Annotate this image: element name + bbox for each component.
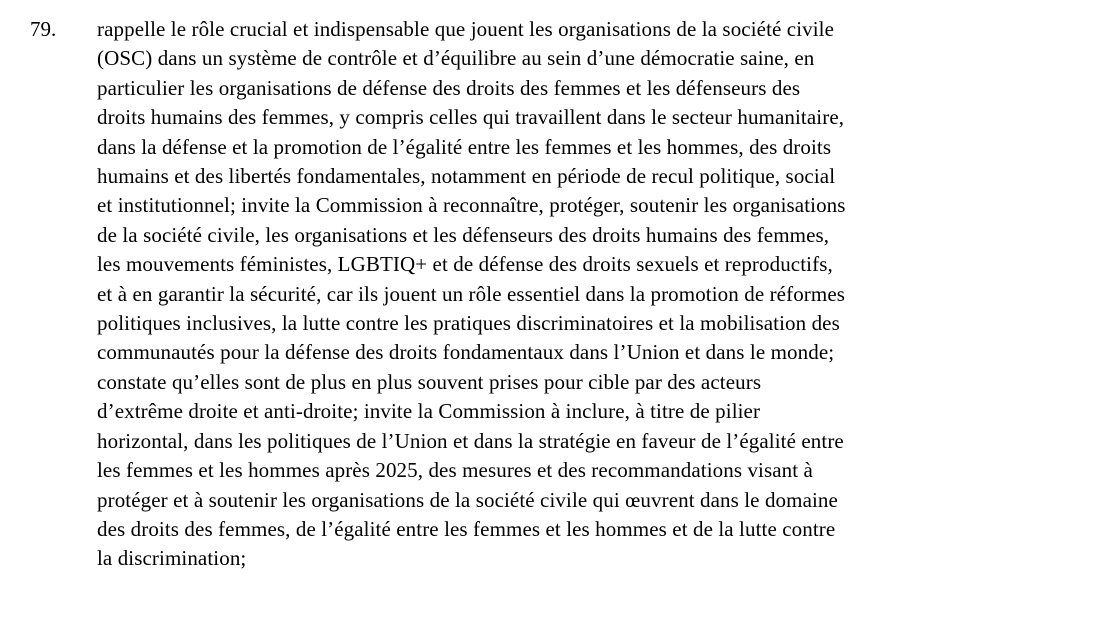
text-line: des droits des femmes, de l’égalité entre les femmes et les hommes et de la lutte contre <box>97 516 836 541</box>
text-line: droits humains des femmes, y compris celles qui travaillent dans le secteur humanitaire, <box>97 105 845 130</box>
text-line: humains et des libertés fondamentales, notamment en période de recul politique, social <box>97 164 836 189</box>
text-line: et institutionnel; invite la Commission à reconnaître, protéger, soutenir les organisations <box>97 193 846 218</box>
text-line: horizontal, dans les politiques de l’Union et dans la stratégie en faveur de l’égalité entre <box>97 428 844 453</box>
text-line: la discrimination; <box>97 546 247 571</box>
paragraph-number: 79. <box>30 17 57 41</box>
text-line: dans la défense et la promotion de l’égalité entre les femmes et les hommes, des droits <box>97 134 832 159</box>
text-line: rappelle le rôle crucial et indispensable que jouent les organisations de la société civile <box>97 17 835 41</box>
text-line: constate qu’elles sont de plus en plus souvent prises pour cible par des acteurs <box>97 369 762 394</box>
text-line: politiques inclusives, la lutte contre les pratiques discriminatoires et la mobilisation des <box>97 311 840 336</box>
text-line: de la société civile, les organisations et les défenseurs des droits humains des femmes, <box>97 222 830 247</box>
resolution-paragraph <box>0 15 1106 574</box>
paragraph-text <box>97 15 1106 574</box>
text-line: d’extrême droite et anti-droite; invite la Commission à inclure, à titre de pilier <box>97 399 761 424</box>
text-line: particulier les organisations de défense des droits des femmes et les défenseurs des <box>97 75 801 100</box>
text-line: les mouvements féministes, LGBTIQ+ et de défense des droits sexuels et reproductifs, <box>97 252 833 277</box>
text-line: protéger et à soutenir les organisations de la société civile qui œuvrent dans le domaine <box>97 487 838 512</box>
text-line: (OSC) dans un système de contrôle et d’équilibre au sein d’une démocratie saine, en <box>97 46 815 71</box>
text-line: les femmes et les hommes après 2025, des mesures et des recommandations visant à <box>97 458 813 483</box>
text-line: et à en garantir la sécurité, car ils jouent un rôle essentiel dans la promotion de réformes <box>97 281 846 306</box>
text-line: communautés pour la défense des droits fondamentaux dans l’Union et dans le monde; <box>97 340 835 365</box>
